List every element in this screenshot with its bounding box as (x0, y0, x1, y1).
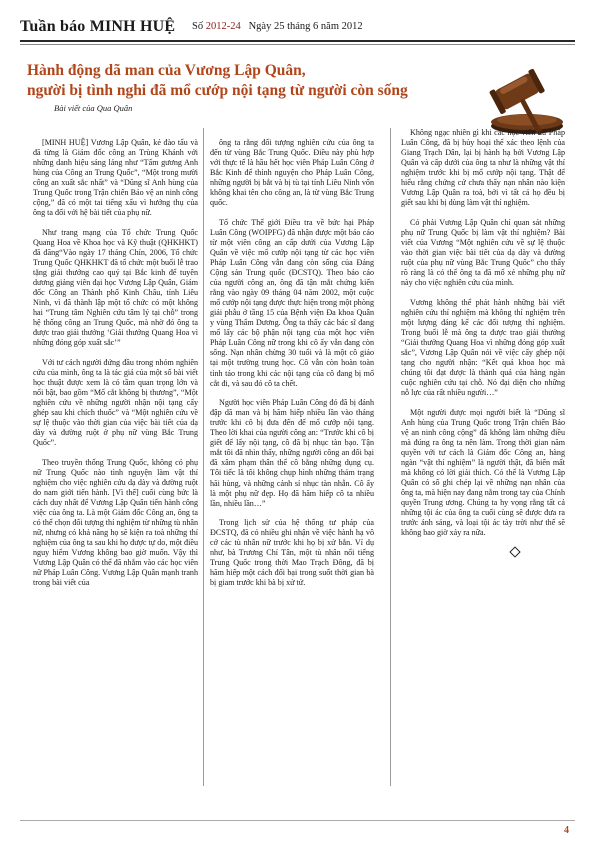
paragraph: Một người được mọi người biết là “Dũng sĩ Anh hùng của Trung Quốc trong Trận chiến Bảo vệ an ninh công cộng” đã không làm những điều mà đúng ra ông ta nên làm. Trong thời gian năm quyền với tư cách là Giám đốc Công an, hàng ngàn “vật thí nghiệm” là người thật, đã biến mất mà không có lời giải thích. Có thể là Vương Lập Quân có số ghi chép lại về những nạn nhân của ông ta, mà hiện nay đang nằm trong tay của Chính quyền Trung ương. Chúng ta hy vọng rằng tất cả những tội ác của ông ta cuối cùng sẽ được đưa ra trước ánh sáng, và loại tội ác tày trời như thế sẽ không bao giờ xảy ra nữa. (401, 407, 565, 538)
paragraph: Vương không thể phát hành những bài viết nghiên cứu thí nghiệm mà không thí nghiệm trên một lượng đáng kể các đối tượng thí nghiệm. Trong buổi lễ mà ông ta được trao giải thưởng “Giải thưởng Quang Hoa vì những đóng góp xuất sắc”, Vương Lập Quân nói về việc cấy ghép nội tạng cho người nhận: “Kết quả khoa học mà chúng tôi đạt được là thành quả của hàng ngàn cuộc nghiên cứu tại chỗ. Nó đại diện cho những nỗ lực của rất nhiều người…” (401, 297, 565, 398)
publication-name: Tuần báo MINH HUỆ (20, 18, 176, 35)
end-of-article-icon (509, 546, 520, 557)
column-divider (390, 128, 391, 786)
issue-date: Ngày 25 tháng 6 năm 2012 (248, 21, 363, 32)
article-title (27, 61, 487, 101)
header-rule-thin (20, 44, 575, 45)
paragraph: ông ta rằng đối tượng nghiên cứu của ông ta đến từ vùng Bắc Trung Quốc. Điều này phù hợp với thực tế là hầu hết học viên Pháp Luân Công ở Bắc Kinh để thỉnh nguyện cho Pháp Luân Công, những người bị bắt và bị tù tại tỉnh Liêu Ninh vốn không khai tên cho công an, là từ vùng Bắc Trung quốc. (210, 138, 374, 208)
paragraph: Có phải Vương Lập Quân chỉ quan sát những phụ nữ Trung Quốc bị làm vật thí nghiệm? Bài viết của Vương “Một nghiên cứu về sự lệ thuộc vào thời gian việc bài tiết của dạ dày và đường ruột của phụ nữ vùng Bắc Trung Quốc” cho thấy rõ ràng là có thể ông ta đã mổ xẻ những phụ nữ này cho việc nghiên cứu của mình. (401, 217, 565, 288)
issue-info (192, 21, 363, 32)
article-column-3 (401, 128, 565, 559)
masthead (20, 18, 575, 40)
article-column-2 (210, 138, 374, 598)
paragraph: Trong lịch sử của hệ thống tư pháp của ĐCSTQ, đã có nhiều ghi nhận về việc hành hạ vô cớ các tù nhân nữ trước khi họ bị xử bắn. Ví dụ như, bà Trương Chí Tân, một tù nhân nổi tiếng Trung Quốc trong thời Mao Trạch Đông, đã bị hãm hiếp một cách đối bại trong suốt thời gian bà bị giam trước khi bà bị xử tử. (210, 518, 374, 588)
header-rule (20, 40, 575, 42)
paragraph: Theo truyền thống Trung Quốc, không có phụ nữ Trung Quốc nào tình nguyện làm vật thí nghiệm cho việc nghiên cứu dạ dày và đường ruột do nam giới tiến hành. [Vì thế] cuối cùng bức là cách duy nhất để Vương Lập Quân tiến hành công việc của ông ta. Là một Giám đốc Công an, ông ta có thể chọn đối tượng thí nghiệm từ những tù nhân nữ, nhưng có khả năng họ sẽ kiện ra toà những thí nghiệm của ông ta sau khi họ được tự do, một điều nguy hiểm Vương không bao giờ muốn. Vậy thì Vương Lập Quân có thể đã nhắm vào các học viên nữ Pháp Luân Công. Vương Lập Quân mạnh tranh trong bài viết của (33, 457, 198, 588)
gavel-icon (482, 60, 568, 136)
title-line-1: Hành động dã man của Vương Lập Quân, (27, 62, 306, 79)
paragraph: [MINH HUỆ] Vương Lập Quân, kẻ đào tẩu và đã từng là Giám đốc công an Trùng Khánh với những danh hiệu sáng láng như “Tấm gương Anh hùng của Công an Trung Quốc”, “Một trong mười công an xuất sắc nhất” và “Dũng sĩ Anh hùng của Trung Quốc trong Trận chiến Bảo vệ an ninh công cộng,” đã có một tai tiếng xấu vì hưởng thụ của ông ta đối với hệ bài tiết của phụ nữ. (33, 138, 198, 218)
column-divider (203, 128, 204, 786)
issue-label: Số (192, 21, 204, 32)
paragraph: Không ngạc nhiên gì khi các học viên nữ Pháp Luân Công, đã bị hủy hoại thể xác theo lệnh của Giang Trạch Dân, lại bị hành hạ bởi Vương Lập Quân và cấp dưới của ông ta như là những vật thí nghiệm trước khi bị mổ cướp nội tạng. Thật để hiểu rằng chứng cứ chưa thấy nạn nhân nào kiện Vương Lập Quân ra toà, bởi vì tất cả họ đều bị giết sau khi bị dùng làm vật thí nghiệm. (401, 128, 565, 208)
paragraph: Với tư cách người đứng đầu trong nhóm nghiên cứu của mình, ông ta là tác giả của một số bài viết học thuật được xem là có tầm quan trọng lớn và nổi bật, bao gồm “Mổ cắt không bị thương”, “Một nghiên cứu về những người nhận nội tạng cấy ghép sau khi chích thuốc” và “Một nghiên cứu về sự lệ thuộc vào thời gian của việc bài tiết của dạ dày và đường ruột ở phụ nữ vùng Bắc Trung Quốc”. (33, 357, 198, 448)
article-column-1 (33, 138, 198, 598)
footer-rule (20, 820, 575, 821)
page-number: 4 (564, 825, 569, 836)
title-line-2: người bị tình nghi đã mổ cướp nội tạng từ người còn sống (27, 82, 408, 99)
paragraph: Người học viên Pháp Luân Công đó đã bị đánh đập dã man và bị hãm hiếp nhiều lần vào tháng trước khi cô bị đưa đến để mổ cướp nội tạng. Theo lời khai của người công an: “Trước khi cô bị giết để lấy nội tạng, cô đã bị nhục tàn bạo. Tận mắt tôi đã nhìn thấy, những người công an đối bại đã xâm phạm thân thể cô bằng những dụng cụ. Tôi tiếc là tôi không chụp hình những thảm trạng hãi hùng, và những cảnh sỉ nhục tàn nhẫn. Cô ấy là một phụ nữ đẹp. Họ đã hãm hiếp cô ta nhiều lần, nhiều lần…” (210, 398, 374, 508)
issue-number: 2012-24 (205, 21, 241, 32)
article-byline: Bài viết của Qua Quân (54, 103, 133, 113)
paragraph: Như trang mạng của Tổ chức Trung Quốc Quang Hoa về Khoa học và Kỹ thuật (QHKHKT) đã đăng“Vào ngày 17 tháng Chín, 2006, Tổ chức Trung Quốc QHKHKT đã tổ chức một buổi lễ trao tặng giải thưởng cao quý tại Bắc kinh để tuyên dương giảng viên đại học Vương Lập Quân, Giám đốc Công an Thành phố Kinh Châu, tỉnh Liêu Ninh, vì đã thành lập một tổ chức có một không hai “Trung tâm Nghiên cứu tâm lý tại chỗ” trong hệ thống công an Trung Quốc, mà nhờ đó ông ta được trao giải thưởng ‘Giải thưởng Quang Hoa vì những đóng góp xuất sắc’” (33, 227, 198, 348)
paragraph: Tổ chức Thế giới Điều tra về bức hại Pháp Luân Công (WOIPFG) đã nhận được một báo cáo từ một viên công an cấp dưới của Vương Lập Quân về việc mổ cướp nội tạng từ các học viên Pháp Luân Công vẫn đang còn sống của Đảng Cộng sản Trung quốc (ĐCSTQ). Theo báo cáo của người công an, ông đã tận mắt chứng kiến rằng vào ngày 09 tháng 04 năm 2002, một cuộc mổ cướp nội tạng được thực hiện trong một phòng giải phẫu ở tầng 15 của Bệnh viện Đa khoa Quân y vùng Thẩm Dương. Ông ta thấy các bác sĩ đang mổ lấy các bộ phận nội tạng của một học viên Pháp Luân Công nữ trong khi cô ấy vẫn đang còn sống. Nạn nhân chừng 30 tuổi và là một cô giáo tại một trường trung học. Cô vẫn còn hoàn toàn tỉnh táo trong khi các nội tạng của cô đang bị mổ cắt đi, và sau đó cô ta chết. (210, 217, 374, 388)
